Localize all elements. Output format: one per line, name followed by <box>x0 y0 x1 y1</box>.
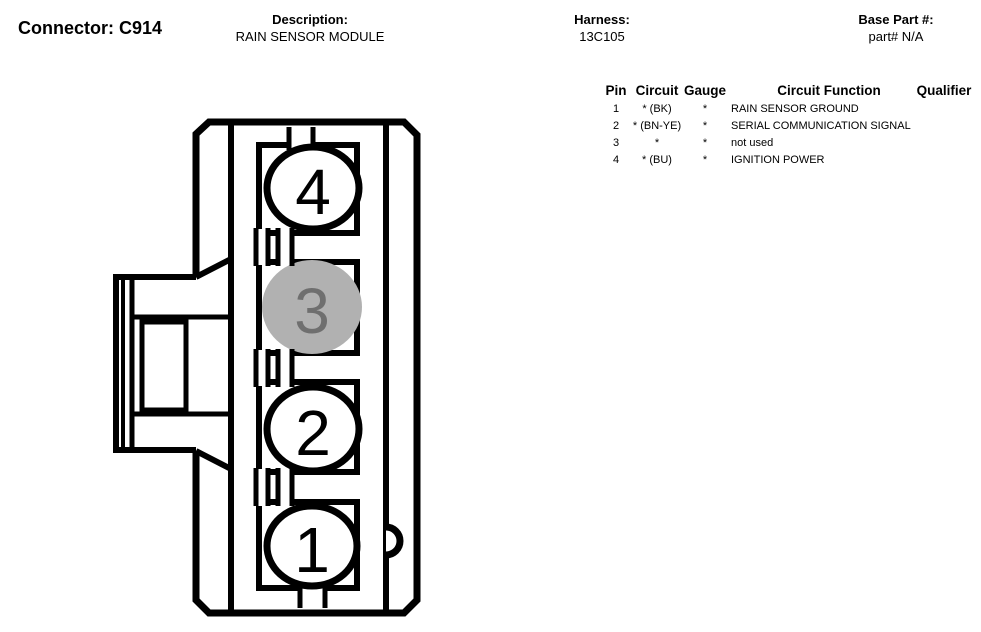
column-header-pin: Pin <box>605 83 627 98</box>
function-cell: not used <box>731 137 774 149</box>
description-label: Description: <box>272 12 348 27</box>
harness-label: Harness: <box>574 12 630 27</box>
pin-cell: 1 <box>612 103 620 115</box>
pin-2-label: 2 <box>295 397 331 469</box>
circuit-cell: * (BK) <box>642 103 672 115</box>
base-part-block <box>826 11 966 45</box>
column-header-gauge: Gauge <box>683 83 726 98</box>
circuit-cell: * <box>654 137 660 149</box>
pin-cell: 3 <box>612 137 620 149</box>
gauge-cell: * <box>702 103 708 115</box>
column-header-function: Circuit Function <box>777 83 881 98</box>
circuit-cell: * (BN-YE) <box>632 120 682 132</box>
base-part-value: part# N/A <box>868 29 924 44</box>
pin-1-label: 1 <box>294 514 330 586</box>
harness-value: 13C105 <box>579 29 625 44</box>
description-value: RAIN SENSOR MODULE <box>235 29 385 44</box>
harness-block <box>542 11 662 45</box>
gauge-cell: * <box>702 137 708 149</box>
gauge-cell: * <box>702 154 708 166</box>
circuit-cell: * (BU) <box>642 154 672 166</box>
gauge-cell: * <box>702 120 708 132</box>
mounting-tab <box>116 259 231 469</box>
pin-3-label: 3 <box>294 275 330 347</box>
base-part-label: Base Part #: <box>858 12 934 27</box>
pin-cell: 4 <box>612 154 620 166</box>
connector-diagram <box>100 105 445 625</box>
connector-title: Connector: C914 <box>18 18 163 38</box>
function-cell: RAIN SENSOR GROUND <box>731 103 859 115</box>
description-block <box>210 11 410 45</box>
pin-4-label: 4 <box>295 156 331 228</box>
column-header-qualifier: Qualifier <box>916 83 972 98</box>
function-cell: IGNITION POWER <box>731 154 825 166</box>
column-header-circuit: Circuit <box>635 83 679 98</box>
function-cell: SERIAL COMMUNICATION SIGNAL <box>731 120 911 132</box>
pin-cell: 2 <box>612 120 620 132</box>
index-bump <box>386 527 400 555</box>
pin-numbers <box>294 156 331 586</box>
